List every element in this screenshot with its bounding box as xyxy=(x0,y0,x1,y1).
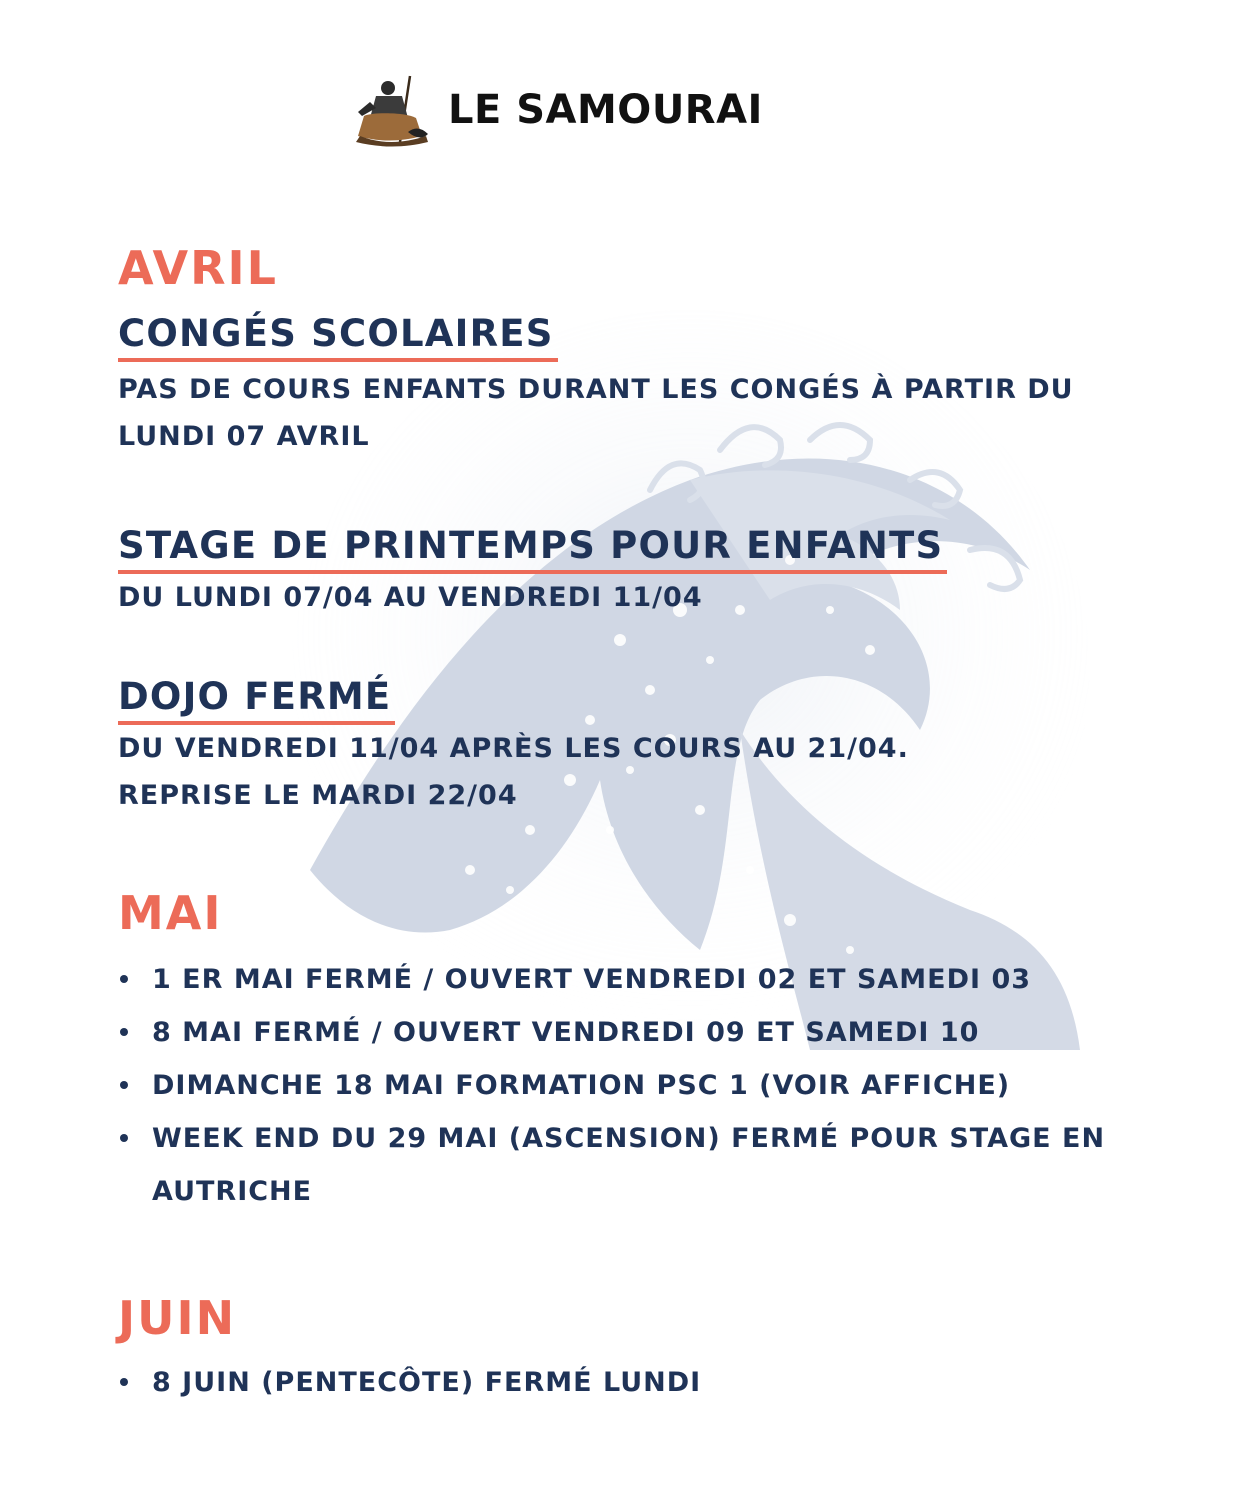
section-title: DOJO FERMÉ xyxy=(118,673,395,725)
section-text: PAS DE COURS ENFANTS DURANT LES CONGÉS À PARTIR DU xyxy=(118,374,1074,405)
section-text: LUNDI 07 AVRIL xyxy=(118,421,370,452)
list-item xyxy=(118,1006,1148,1059)
bullet-icon xyxy=(120,1081,128,1089)
section-stage-printemps xyxy=(118,522,1148,621)
month-heading-juin: JUIN xyxy=(118,1291,237,1345)
bullet-icon xyxy=(120,975,128,983)
section-text: DU LUNDI 07/04 AU VENDREDI 11/04 xyxy=(118,582,703,613)
section-dojo-ferme xyxy=(118,673,1148,819)
list-item-text: 8 MAI FERMÉ / OUVERT VENDREDI 09 ET SAMEDI 10 xyxy=(152,1017,980,1048)
month-heading-avril: AVRIL xyxy=(118,241,278,295)
bullet-icon xyxy=(120,1134,128,1142)
bullet-icon xyxy=(120,1378,128,1386)
list-item-text: WEEK END DU 29 MAI (ASCENSION) FERMÉ POUR STAGE EN AUTRICHE xyxy=(152,1123,1106,1207)
header xyxy=(350,70,763,150)
section-conges-scolaires xyxy=(118,310,1148,460)
list-item-text: 1 ER MAI FERMÉ / OUVERT VENDREDI 02 ET SAMEDI 03 xyxy=(152,964,1032,995)
brand-name: LE SAMOURAI xyxy=(448,87,763,133)
schedule-content xyxy=(118,238,1148,1409)
month-heading-mai: MAI xyxy=(118,886,223,940)
section-text: REPRISE LE MARDI 22/04 xyxy=(118,780,518,811)
section-title: CONGÉS SCOLAIRES xyxy=(118,310,558,362)
list-item xyxy=(118,1112,1148,1218)
list-item xyxy=(118,1356,1148,1409)
list-item xyxy=(118,1059,1148,1112)
section-text: DU VENDREDI 11/04 APRÈS LES COURS AU 21/04. xyxy=(118,733,909,764)
list-item-text: 8 JUIN (PENTECÔTE) FERMÉ LUNDI xyxy=(152,1367,702,1398)
samurai-icon xyxy=(350,72,434,148)
juin-list xyxy=(118,1356,1148,1409)
list-item xyxy=(118,953,1148,1006)
section-title: STAGE DE PRINTEMPS POUR ENFANTS xyxy=(118,522,947,574)
list-item-text: DIMANCHE 18 MAI FORMATION PSC 1 (VOIR AFFICHE) xyxy=(152,1070,1011,1101)
mai-list xyxy=(118,953,1148,1218)
bullet-icon xyxy=(120,1028,128,1036)
